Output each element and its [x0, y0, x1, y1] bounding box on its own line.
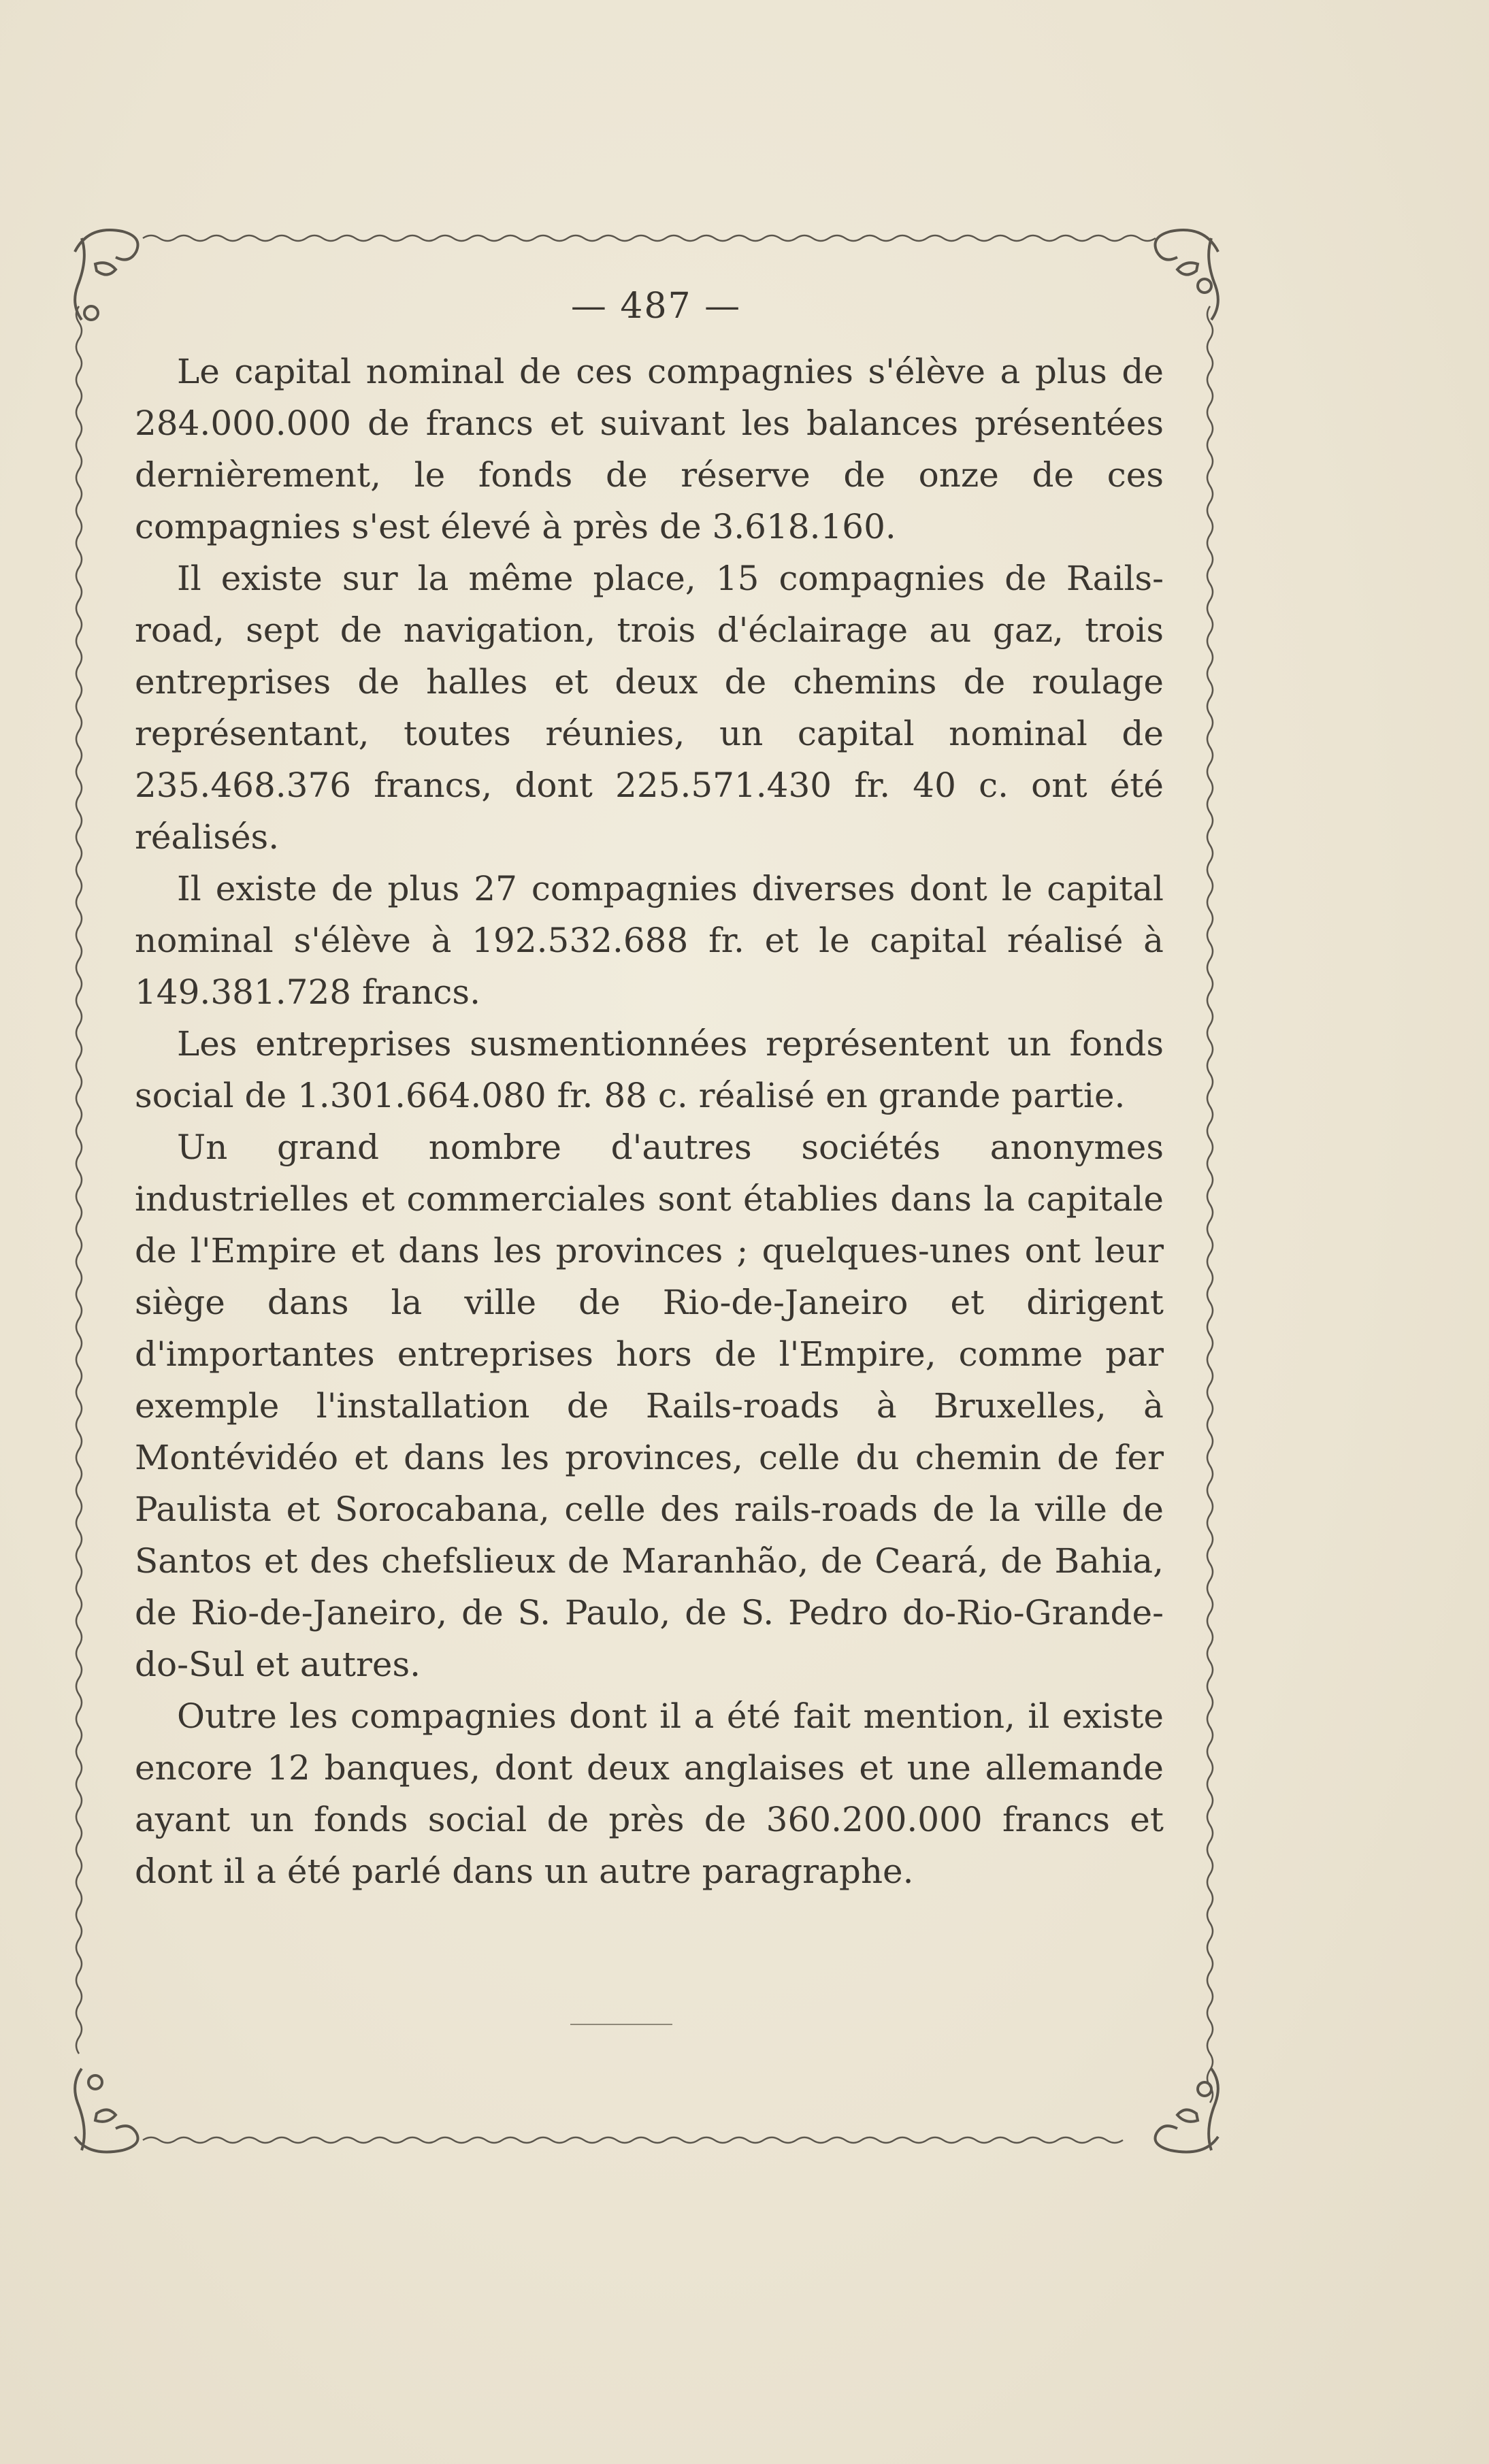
- page-content: [135, 286, 1164, 1897]
- bottom-wavy-border: [143, 2137, 1123, 2143]
- paragraph: Le capital nominal de ces compagnies s'élève a plus de 284.000.000 de francs et suivant les balances présentées dernièrement, le fonds de réserve de onze de ces compagnies s'est élevé à près de 3.618.160.: [135, 352, 1164, 546]
- paragraph: Il existe sur la même place, 15 compagnies de Rails-road, sept de navigation, trois d'éclairage au gaz, trois entreprises de halles et deux de chemins de roulage représentant, toutes réunies, un capital nominal de 235.468.376 francs, dont 225.571.430 fr. 40 c. ont été réalisés.: [135, 559, 1164, 857]
- paragraph: Un grand nombre d'autres sociétés anonymes industrielles et commerciales sont établies dans la capitale de l'Empire et dans les provinces ; quelques-unes ont leur siège dans la ville de Rio-de-Janeiro et dirigent d'importantes entreprises hors de l'Empire, comme par exemple l'installation de Rails-roads à Bruxelles, à Montévidéo et dans les provinces, celle du chemin de fer Paulista et Sorocabana, celle des rails-roads de la ville de Santos et des chefslieux de Maranhão, de Ceará, de Bahia, de Rio-de-Janeiro, de S. Paulo, de S. Pedro do-Rio-Grande-do-Sul et autres.: [135, 1128, 1164, 1684]
- bottom-left-flourish: [75, 2069, 138, 2152]
- bottom-right-flourish: [1156, 2069, 1219, 2152]
- page-number: — 487 —: [570, 286, 742, 327]
- top-wavy-border: [143, 235, 1156, 241]
- top-right-flourish: [1156, 230, 1219, 320]
- paragraph: Outre les compagnies dont il a été fait mention, il existe encore 12 banques, dont deux anglaises et une allemande ayant un fonds social de près de 360.200.000 francs et dont il a été parlé dans un autre paragraphe.: [135, 1696, 1164, 1891]
- paragraph: Les entreprises susmentionnées représentent un fonds social de 1.301.664.080 fr. 88 c. réalisé en grande partie.: [135, 1024, 1164, 1115]
- left-wavy-border: [76, 306, 82, 2054]
- top-left-flourish: [75, 230, 138, 320]
- closing-rule: [570, 2024, 672, 2025]
- right-wavy-border: [1207, 306, 1213, 2103]
- paragraph: Il existe de plus 27 compagnies diverses dont le capital nominal s'élève à 192.532.688 fr. et le capital réalisé à 149.381.728 francs.: [135, 869, 1164, 1012]
